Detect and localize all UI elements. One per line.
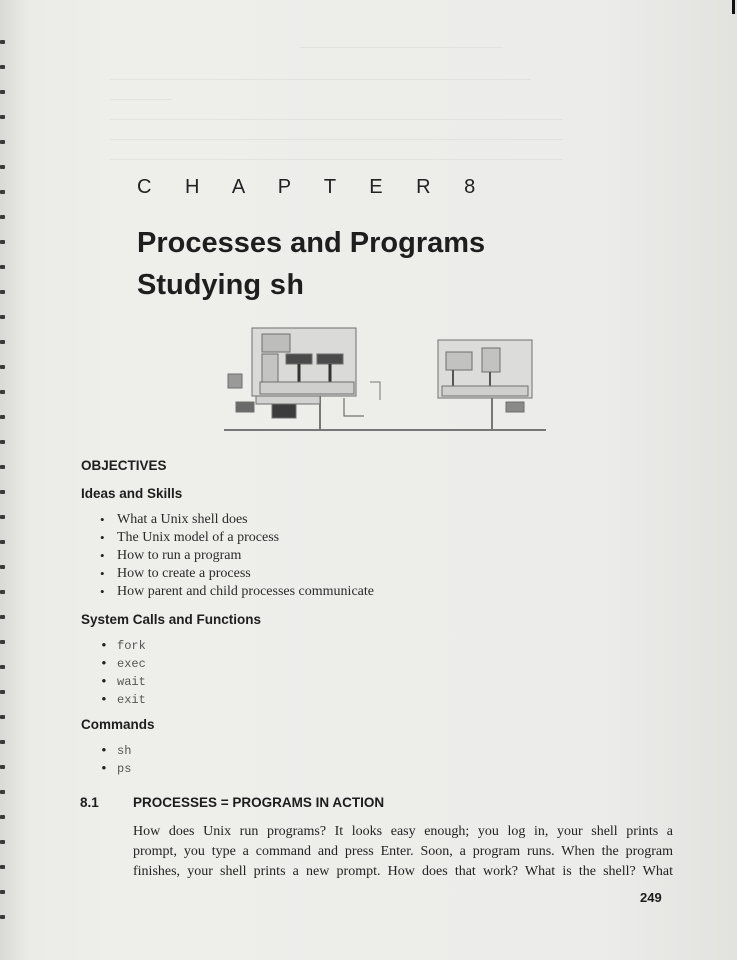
binding-hole bbox=[0, 265, 5, 269]
list-item: • fork bbox=[100, 637, 146, 655]
binding-hole bbox=[0, 290, 5, 294]
binding-hole bbox=[0, 690, 5, 694]
binding-hole bbox=[0, 465, 5, 469]
binding-hole bbox=[0, 540, 5, 544]
binding-hole bbox=[0, 715, 5, 719]
commands-heading: Commands bbox=[81, 717, 155, 732]
binding-hole bbox=[0, 915, 5, 919]
bleed-through: ────────────────────────────────────────────────────── ──────── ────────────────────────────────────────────────────────── ────────────────────────────────────────────────────────── ────────────────────────────────────────────────────────── bbox=[110, 74, 563, 166]
objectives-heading: OBJECTIVES bbox=[81, 458, 167, 473]
scan-edge-mark bbox=[732, 0, 735, 14]
device-icon bbox=[228, 374, 242, 388]
syscalls-list bbox=[100, 637, 146, 709]
program-block bbox=[317, 354, 343, 364]
chapter-label: C H A P T E R 8 bbox=[137, 176, 490, 198]
binding-hole bbox=[0, 515, 5, 519]
chapter-illustration bbox=[220, 322, 550, 434]
disk-icon bbox=[236, 402, 254, 412]
binding-hole bbox=[0, 190, 5, 194]
binding-hole bbox=[0, 390, 5, 394]
list-item: • How to run a program bbox=[100, 547, 374, 565]
list-item: • exit bbox=[100, 691, 146, 709]
spiral-binding bbox=[0, 40, 6, 940]
list-item: • The Unix model of a process bbox=[100, 529, 374, 547]
binding-hole bbox=[0, 815, 5, 819]
memory-block bbox=[482, 348, 500, 372]
section-body bbox=[133, 822, 673, 882]
chapter-title-line-1: Processes and Programs bbox=[137, 227, 486, 259]
list-item: • wait bbox=[100, 673, 146, 691]
binding-hole bbox=[0, 490, 5, 494]
binding-hole bbox=[0, 840, 5, 844]
list-item: • How to create a process bbox=[100, 565, 374, 583]
list-item: • sh bbox=[100, 742, 131, 760]
body-line: How does Unix run programs? It looks easy enough; you log in, your shell prints a bbox=[133, 824, 673, 839]
cpu-bar bbox=[442, 386, 528, 396]
binding-hole bbox=[0, 890, 5, 894]
binding-hole bbox=[0, 865, 5, 869]
list-item: • What a Unix shell does bbox=[100, 511, 374, 529]
binding-hole bbox=[0, 90, 5, 94]
syscalls-heading: System Calls and Functions bbox=[81, 612, 262, 627]
ideas-heading: Ideas and Skills bbox=[81, 486, 183, 501]
binding-hole bbox=[0, 440, 5, 444]
memory-block bbox=[262, 354, 278, 382]
binding-hole bbox=[0, 340, 5, 344]
body-line: finishes, your shell prints a new prompt. How does that work? What is the shell? What bbox=[133, 864, 673, 879]
chapter-title-code: sh bbox=[269, 270, 304, 303]
cpu-bar bbox=[260, 382, 354, 394]
memory-block bbox=[262, 334, 290, 352]
section-number: 8.1 bbox=[80, 795, 99, 810]
bleed-through: ────────────────────────── bbox=[300, 42, 503, 54]
binding-hole bbox=[0, 640, 5, 644]
ideas-list bbox=[100, 511, 374, 601]
list-item: • exec bbox=[100, 655, 146, 673]
binding-hole bbox=[0, 140, 5, 144]
commands-list bbox=[100, 742, 131, 778]
binding-hole bbox=[0, 40, 5, 44]
binding-hole bbox=[0, 215, 5, 219]
list-item: • ps bbox=[100, 760, 131, 778]
binding-hole bbox=[0, 240, 5, 244]
page-number: 249 bbox=[640, 890, 662, 905]
binding-hole bbox=[0, 565, 5, 569]
section-title: PROCESSES = PROGRAMS IN ACTION bbox=[133, 795, 385, 810]
binding-hole bbox=[0, 115, 5, 119]
binding-hole bbox=[0, 65, 5, 69]
device-icon bbox=[506, 402, 524, 412]
binding-hole bbox=[0, 415, 5, 419]
chapter-title bbox=[137, 222, 485, 308]
binding-hole bbox=[0, 165, 5, 169]
binding-hole bbox=[0, 590, 5, 594]
chapter-title-prefix: Studying bbox=[137, 269, 270, 301]
list-item: • How parent and child processes communicate bbox=[100, 583, 374, 601]
binding-hole bbox=[0, 615, 5, 619]
binding-hole bbox=[0, 665, 5, 669]
binding-hole bbox=[0, 765, 5, 769]
binding-hole bbox=[0, 365, 5, 369]
body-line: prompt, you type a command and press Enter. Soon, a program runs. When the program bbox=[133, 844, 673, 859]
binding-hole bbox=[0, 315, 5, 319]
binding-hole bbox=[0, 740, 5, 744]
memory-block bbox=[446, 352, 472, 370]
program-block bbox=[286, 354, 312, 364]
binding-hole bbox=[0, 790, 5, 794]
chapter-title-line-2 bbox=[137, 264, 485, 308]
